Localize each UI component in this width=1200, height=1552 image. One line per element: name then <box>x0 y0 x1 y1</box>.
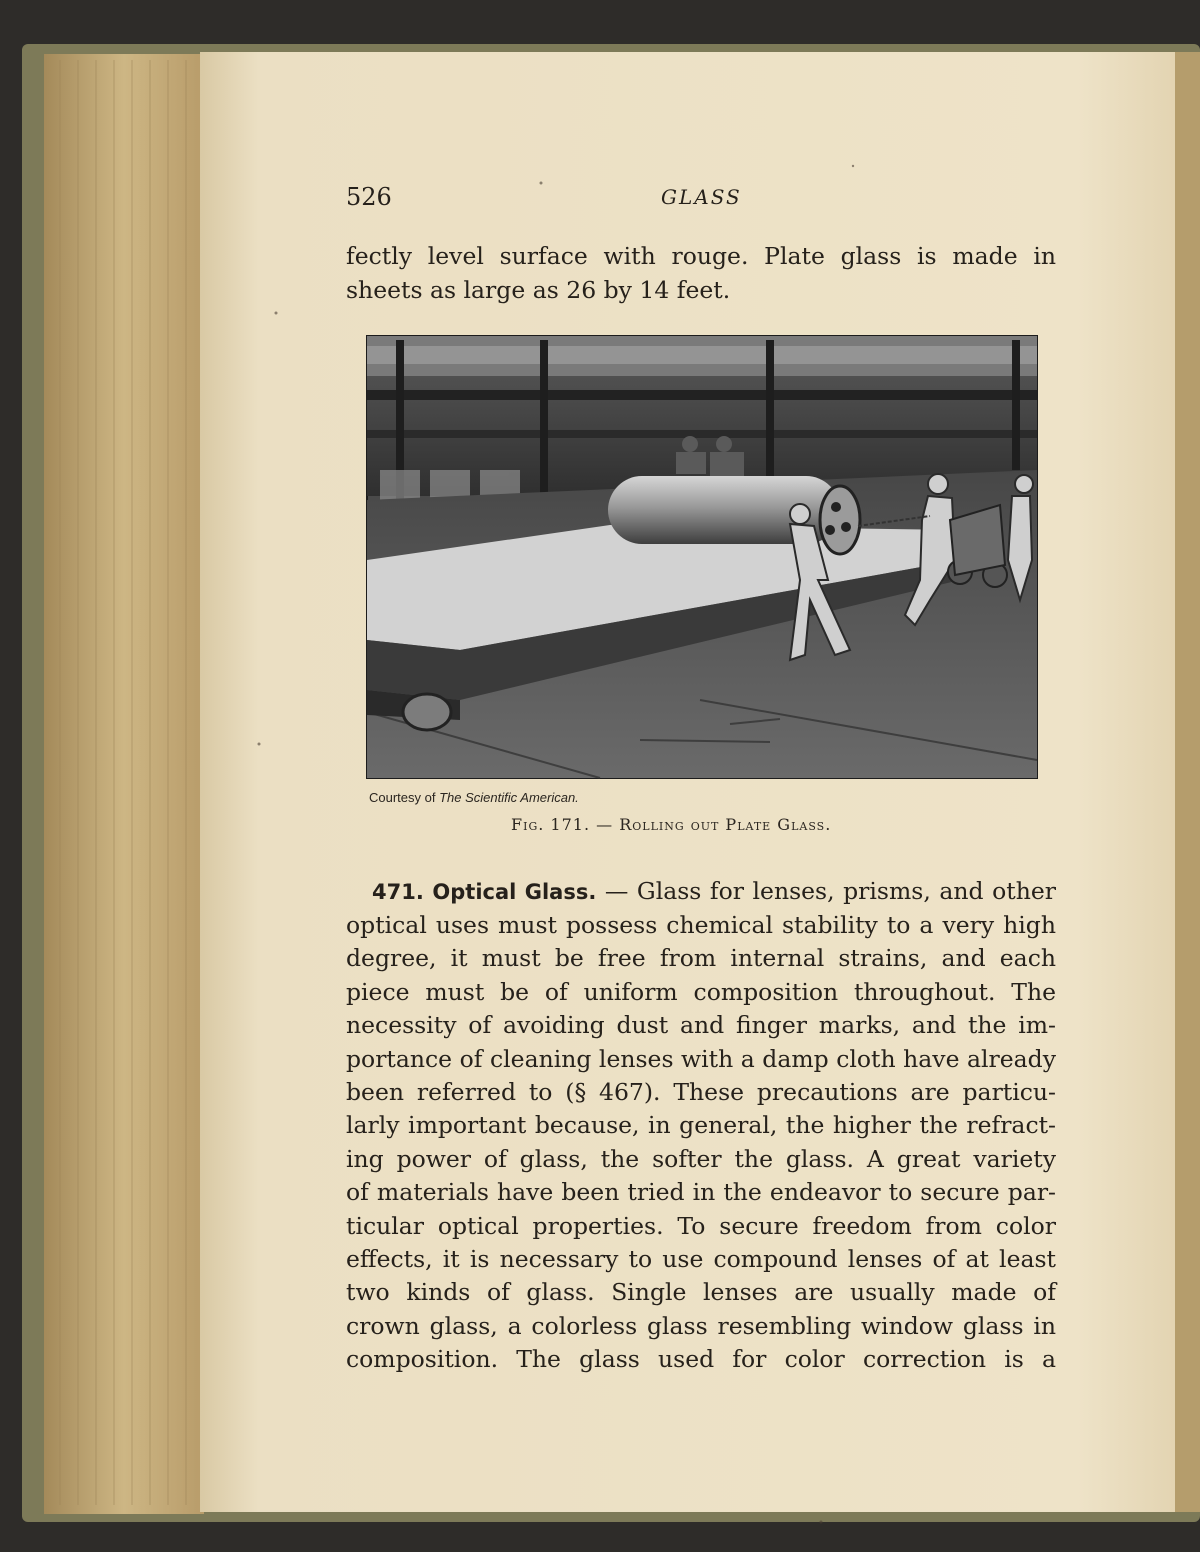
intro-line-1: fectly level surface with rouge. Plate glass is made in <box>346 242 1056 270</box>
section-line: portance of cleaning lenses with a damp cloth have already <box>346 1044 1056 1073</box>
section-dash: — <box>596 877 637 905</box>
section-line: piece must be of uniform composition throughout. The <box>346 977 1056 1006</box>
section-first-line <box>372 875 1056 908</box>
section-line: optical uses must possess chemical stability to a very high <box>346 911 1056 939</box>
section-line: larly important because, in general, the higher the refract- <box>346 1111 1056 1140</box>
section-line: of materials have been tried in the endeavor to secure par- <box>346 1178 1056 1207</box>
section-line: ing power of glass, the softer the glass. A great variety <box>346 1144 1056 1173</box>
figure-illustration <box>367 336 1037 778</box>
section-number: 471. <box>372 880 424 904</box>
section-line: two kinds of glass. Single lenses are usually made of <box>346 1278 1056 1307</box>
section-line: crown glass, a colorless glass resembling window glass in <box>346 1311 1056 1340</box>
section-line: necessity of avoiding dust and finger marks, and the im- <box>346 1011 1056 1040</box>
page-number: 526 <box>346 183 392 211</box>
figure-caption: Fig. 171. — Rolling out Plate Glass. <box>511 815 832 834</box>
intro-line-2: sheets as large as 26 by 14 feet. <box>346 276 731 304</box>
section-line: been referred to (§ 467). These precautions are particu- <box>346 1078 1056 1106</box>
section-title: Optical Glass. <box>432 880 597 904</box>
section-line: effects, it is necessary to use compound lenses of at least <box>346 1245 1056 1273</box>
page-edges <box>44 54 204 1514</box>
credit-prefix: Courtesy of <box>369 790 436 805</box>
section-line: degree, it must be free from internal strains, and each <box>346 944 1056 973</box>
credit-source: The Scientific American. <box>439 790 579 805</box>
section-first-line-text: Glass for lenses, prisms, and other <box>636 877 1056 905</box>
section-line: composition. The glass used for color correction is a <box>346 1345 1056 1374</box>
figure-credit <box>369 790 579 805</box>
running-head: GLASS <box>661 185 742 209</box>
section-line: ticular optical properties. To secure freedom from color <box>346 1211 1056 1240</box>
